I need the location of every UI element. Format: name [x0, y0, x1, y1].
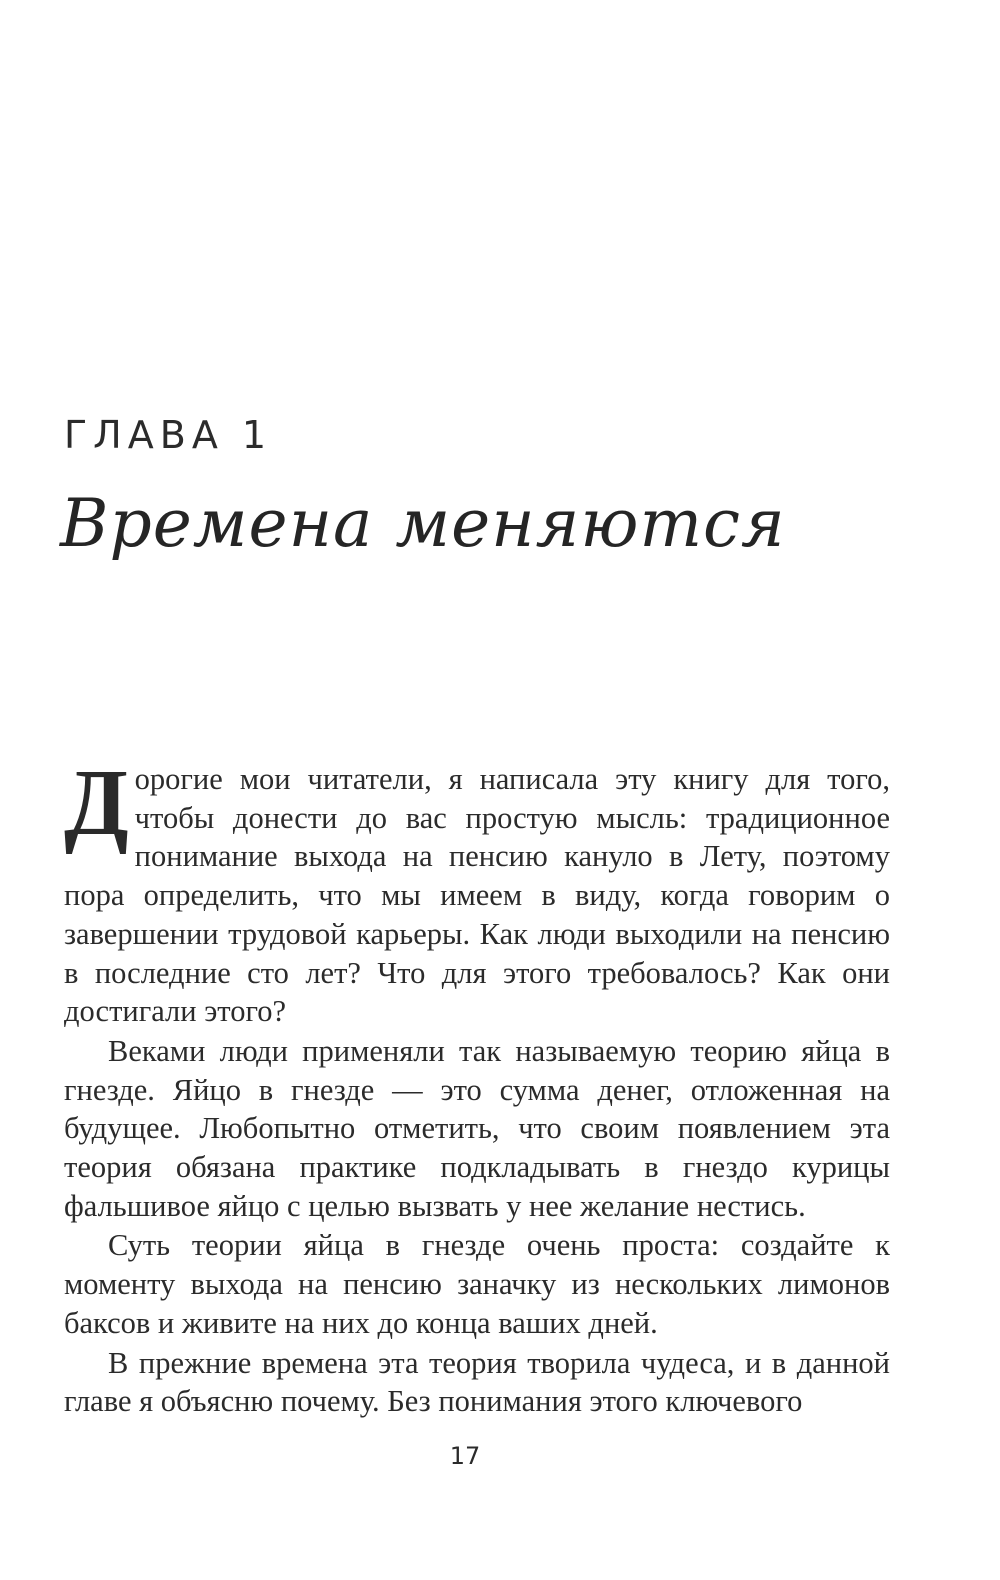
paragraph-4: В прежние времена эта теория творила чудеса, и в данной главе я объясню почему. Без понимания этого ключевого: [64, 1345, 890, 1419]
body-text: [64, 751, 890, 1421]
chapter-label: ГЛАВА 1: [64, 413, 273, 457]
drop-cap: Д: [64, 751, 129, 855]
chapter-title: Времена меняются: [60, 485, 786, 562]
paragraph-1: [64, 751, 890, 1031]
paragraph-1-text: орогие мои читатели, я написала эту книгу для того, чтобы донести до вас простую мысль: традиционное понимание выхода на пенсию кануло в Лету, поэтому пора определить, что мы имеем в виду, когда говорим о завершении трудовой карьеры. Как люди выходили на пенсию в последние сто лет? Что для этого требовалось? Как они достигали этого?: [64, 762, 890, 1029]
page-number: 17: [449, 1442, 481, 1470]
paragraph-2: Веками люди применяли так называемую теорию яйца в гнезде. Яйцо в гнезде — это сумма денег, отложенная на будущее. Любопытно отметить, что своим появлением эта теория обязана практике подкладывать в гнездо курицы фальшивое яйцо с целью вызвать у нее желание нестись.: [64, 1033, 890, 1223]
paragraph-3: Суть теории яйца в гнезде очень проста: создайте к моменту выхода на пенсию заначку из нескольких лимонов баксов и живите на них до конца ваших дней.: [64, 1228, 890, 1340]
